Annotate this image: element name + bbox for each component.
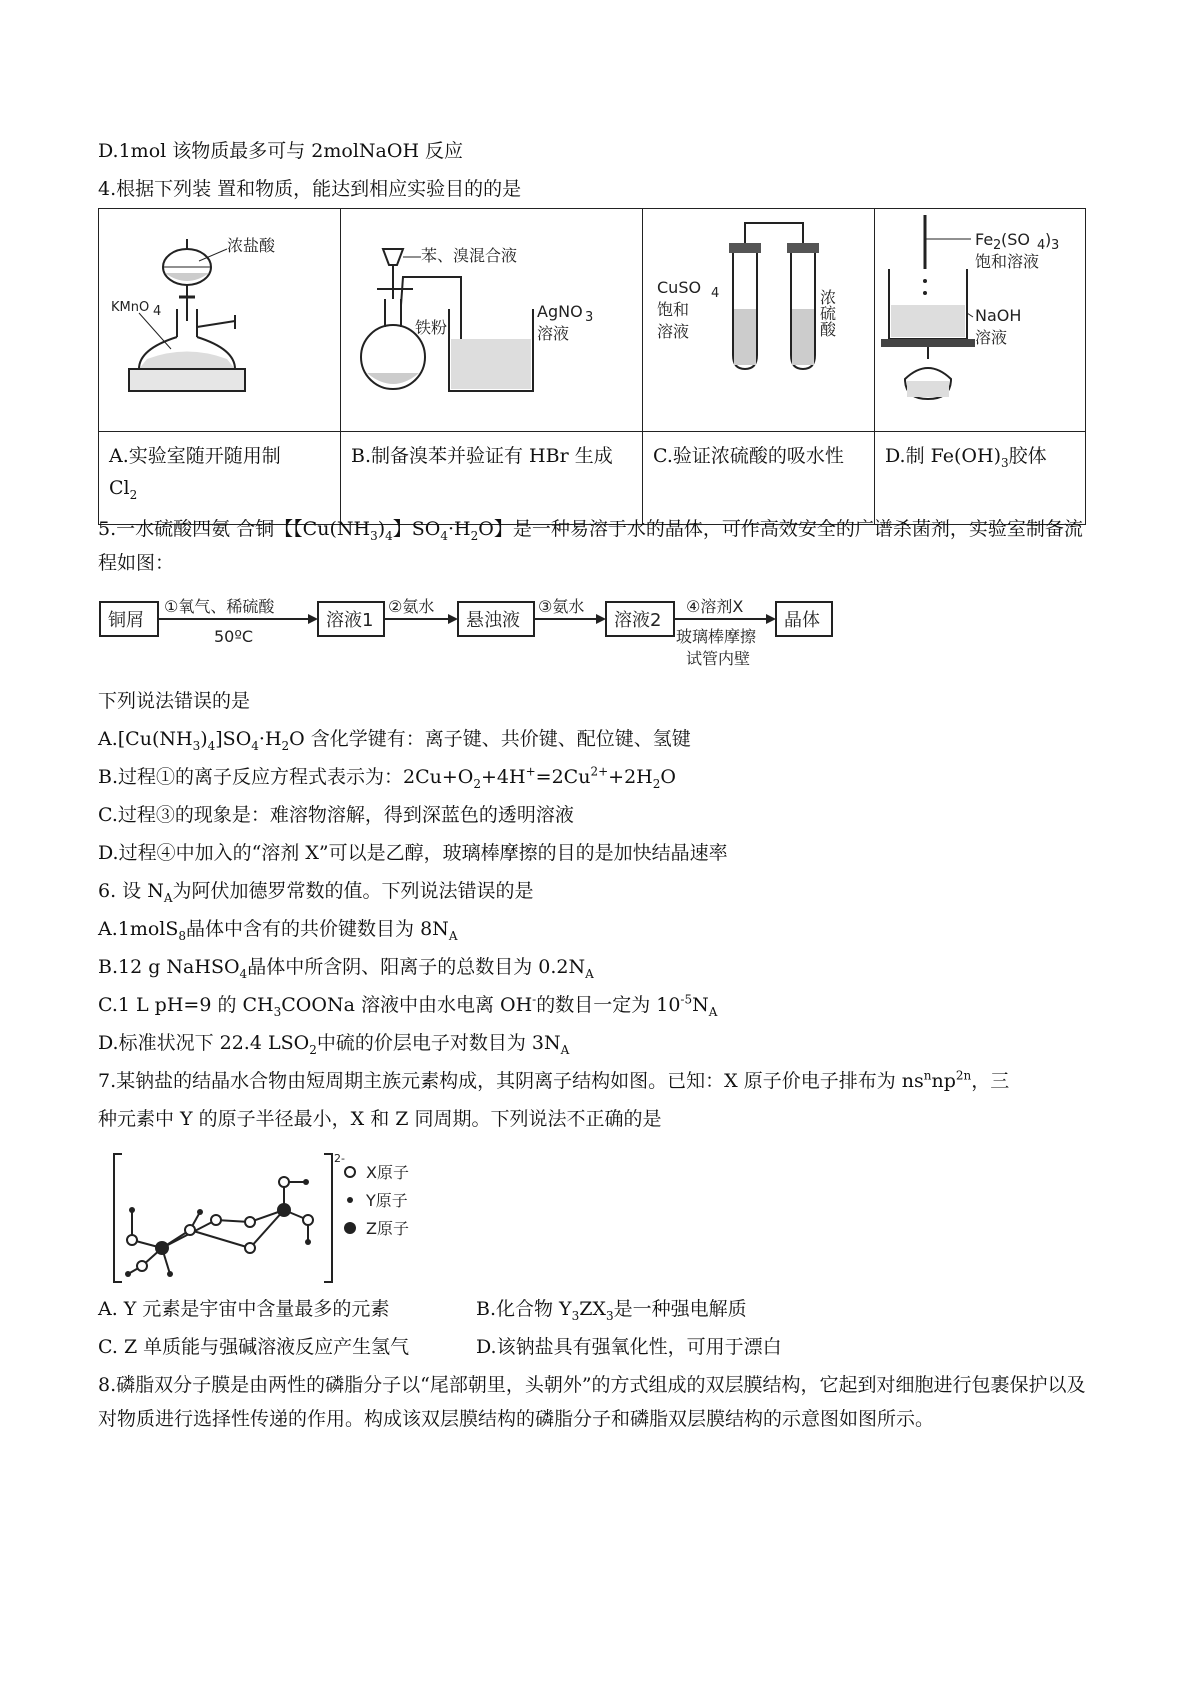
q5-option-a: $A.[Cu(NH_3)_4]SO_4\cdot H_2O$ 含化学键有：离子键、共价键、配位键、氢键 xyxy=(98,728,691,753)
q5-stem: 5.一水硫酸四氨 合铜【【$Cu(NH_3)_4$】$SO_4\cdot H_2O$】是一种易溶于水的晶体，可作高效安全的广谱杀菌剂，实验室制备流程如图： xyxy=(98,518,1083,574)
q7-stem-2: 种元素中 Y 的原子半径最小，X 和 Z 同周期。下列说法不正确的是 xyxy=(98,1108,662,1130)
anion-structure-diagram xyxy=(110,1148,470,1288)
svg-text:浓硫酸: 浓硫酸 xyxy=(817,289,837,337)
apparatus-table xyxy=(98,208,1086,525)
legend-y: Y原子 xyxy=(366,1191,408,1210)
svg-text:2-: 2- xyxy=(334,1152,345,1165)
svg-text:4: 4 xyxy=(153,304,162,319)
q5-option-b: B.过程①的离子反应方程式表示为：$2Cu+O_2+4H^+=2Cu^{2+}+2H_2O$ xyxy=(98,764,676,791)
flow-box-5: 晶体 xyxy=(784,610,820,631)
svg-text:③氨水: ③氨水 xyxy=(538,597,585,616)
svg-text:苯、溴混合液: 苯、溴混合液 xyxy=(421,246,518,265)
svg-text:4: 4 xyxy=(711,286,720,301)
svg-text:): ) xyxy=(1045,230,1052,249)
apparatus-c xyxy=(643,209,875,432)
svg-text:饱和: 饱和 xyxy=(657,300,690,319)
caption-b: B.制备溴苯并验证有 HBr 生成 xyxy=(341,432,643,525)
svg-text:50ºC: 50ºC xyxy=(214,627,254,646)
flow-box-2: 溶液1 xyxy=(326,610,374,631)
apparatus-d xyxy=(875,209,1086,432)
caption-c: C.验证浓硫酸的吸水性 xyxy=(643,432,875,525)
svg-text:②氨水: ②氨水 xyxy=(388,597,435,616)
q7-option-d: D.该钠盐具有强氧化性，可用于漂白 xyxy=(476,1336,782,1358)
svg-text:④溶剂X: ④溶剂X xyxy=(686,597,744,616)
svg-text:3: 3 xyxy=(1051,238,1060,253)
svg-text:溶液: 溶液 xyxy=(657,322,690,341)
svg-text:NaOH: NaOH xyxy=(975,306,1022,325)
q7-option-a: A. Y 元素是宇宙中含量最多的元素 xyxy=(98,1298,390,1320)
svg-text:2: 2 xyxy=(993,238,1002,253)
flow-box-3: 悬浊液 xyxy=(466,610,520,631)
svg-text:溶液: 溶液 xyxy=(537,324,570,343)
q7-stem-1: 7.某钠盐的结晶水合物由短周期主族元素构成，其阴离子结构如图。已知：X 原子价电子排布为 $ns^nnp^{2n}$，三 xyxy=(98,1068,1010,1092)
svg-text:试管内壁: 试管内壁 xyxy=(686,649,751,668)
flow-box-4: 溶液2 xyxy=(614,610,662,631)
label-hcl: 浓盐酸 xyxy=(227,236,276,255)
svg-text:4: 4 xyxy=(1037,238,1046,253)
svg-text:AgNO: AgNO xyxy=(537,302,583,321)
q6-stem: 6. 设 $N_A$为阿伏加德罗常数的值。下列说法错误的是 xyxy=(98,880,534,905)
q7-option-c: C. Z 单质能与强碱溶液反应产生氢气 xyxy=(98,1336,410,1358)
q7-option-b: B.化合物 $Y_3ZX_3$是一种强电解质 xyxy=(476,1298,747,1323)
caption-d: D.制 $Fe(OH)_3$胶体 xyxy=(875,432,1086,525)
q6-option-d: D.标准状况下 22.4 $LSO_2$中硫的价层电子对数目为 $3N_A$ xyxy=(98,1032,570,1057)
svg-text:溶液: 溶液 xyxy=(975,328,1008,347)
q8-text: 8.磷脂双分子膜是由两性的磷脂分子以“尾部朝里，头朝外”的方式组成的双层膜结构，它起到对细胞进行包裹保护以及对物质进行选择性传递的作用。构成该双层膜结构的磷脂分子和磷脂双层膜结构的示意图如图所示。 xyxy=(98,1374,1086,1430)
q5-ask: 下列说法错误的是 xyxy=(98,690,251,712)
svg-text:饱和溶液: 饱和溶液 xyxy=(975,252,1040,271)
svg-text:①氧气、稀硫酸: ①氧气、稀硫酸 xyxy=(164,597,275,616)
q6-option-a: A.1molS$_8$晶体中含有的共价键数目为 $8N_A$ xyxy=(98,918,458,943)
caption-a: A.实验室随开随用制 $Cl_2$ xyxy=(99,432,341,525)
svg-text:玻璃棒摩擦: 玻璃棒摩擦 xyxy=(676,627,757,646)
label-kmno4: KMnO xyxy=(111,300,150,315)
q4-stem: 4.根据下列装 置和物质，能达到相应实验目的的是 xyxy=(98,178,522,200)
q5-option-d: D.过程④中加入的“溶剂 X”可以是乙醇，玻璃棒摩擦的目的是加快结晶速率 xyxy=(98,842,728,864)
svg-text:Fe: Fe xyxy=(975,230,994,249)
legend-x: X原子 xyxy=(366,1163,409,1182)
svg-text:(SO: (SO xyxy=(1001,230,1030,249)
flow-box-1: 铜屑 xyxy=(108,610,144,631)
svg-text:CuSO: CuSO xyxy=(657,278,702,297)
svg-text:铁粉: 铁粉 xyxy=(415,318,448,337)
q5-option-c: C.过程③的现象是：难溶物溶解，得到深蓝色的透明溶液 xyxy=(98,804,574,826)
q3-option-d: D.1mol 该物质最多可与 2molNaOH 反应 xyxy=(98,140,464,162)
apparatus-b xyxy=(341,209,643,432)
apparatus-a xyxy=(99,209,341,432)
q6-option-c: C.1 L pH=9 的 $CH_3COONa$ 溶液中由水电离 OH-的数目一定为 $10^{-5}N_A$ xyxy=(98,992,718,1019)
flow-diagram xyxy=(98,590,838,670)
svg-text:3: 3 xyxy=(585,310,594,325)
legend-z: Z原子 xyxy=(366,1219,409,1238)
q6-option-b: B.12 g NaHSO$_4$晶体中所含阴、阳离子的总数目为 $0.2N_A$ xyxy=(98,956,594,981)
